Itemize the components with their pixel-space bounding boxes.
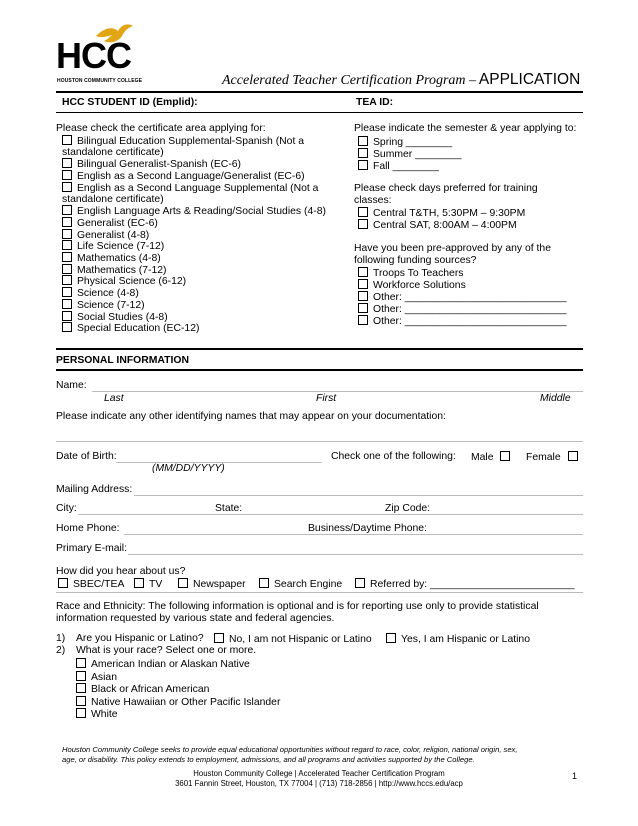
title-rule: [56, 91, 583, 93]
funding-option-label: Troops To Teachers: [373, 268, 464, 279]
semester-option-checkbox[interactable]: [358, 148, 368, 158]
training-prompt-1: Please check days preferred for training: [354, 183, 538, 194]
last-label: Last: [104, 393, 124, 404]
dob-label: Date of Birth:: [56, 451, 117, 462]
q1-yes-label: Yes, I am Hispanic or Latino: [401, 634, 530, 645]
training-option-checkbox[interactable]: [358, 207, 368, 217]
certificate-option-checkbox[interactable]: [62, 252, 72, 262]
hear-option-checkbox[interactable]: [259, 578, 269, 588]
female-label: Female: [526, 452, 561, 463]
training-option: [358, 219, 517, 232]
gender-female: [526, 451, 583, 464]
hear-option: [134, 578, 162, 591]
training-prompt-2: classes:: [354, 195, 392, 206]
hear-option-checkbox[interactable]: [134, 578, 144, 588]
certificate-option-checkbox[interactable]: [62, 311, 72, 321]
zip-label: Zip Code:: [385, 503, 431, 514]
personal-rule-bottom: [56, 369, 583, 371]
race-option: [76, 671, 117, 684]
certificate-option-checkbox[interactable]: [62, 275, 72, 285]
funding-option: [358, 315, 567, 328]
q1-no-checkbox[interactable]: [214, 633, 224, 643]
email-label: Primary E-mail:: [56, 543, 128, 554]
certificate-continuation: standalone certificate): [62, 146, 164, 158]
certificate-option-label: Physical Science (6-12): [77, 276, 187, 288]
female-checkbox[interactable]: [568, 451, 578, 461]
funding-option-checkbox[interactable]: [358, 291, 368, 301]
certificate-option-checkbox[interactable]: [62, 217, 72, 227]
semester-option-label: Spring ________: [373, 137, 453, 148]
city-label: City:: [56, 503, 77, 514]
race-option-checkbox[interactable]: [76, 683, 86, 693]
footer-address-2: 3601 Fannin Street, Houston, TX 77004 | (713) 718-2856 | http://www.hccs.edu/acp: [175, 779, 463, 788]
certificate-option-checkbox[interactable]: [62, 229, 72, 239]
semester-option-checkbox[interactable]: [358, 160, 368, 170]
certificate-option-checkbox[interactable]: [62, 264, 72, 274]
hear-prompt: How did you hear about us?: [56, 566, 186, 577]
middle-label: Middle: [540, 393, 571, 404]
other-names-prompt: Please indicate any other identifying names that may appear on your documentation:: [56, 411, 446, 422]
q1-number: 1): [56, 633, 66, 644]
hear-option-label: TV: [149, 579, 163, 590]
semester-option: [358, 160, 439, 173]
certificate-prompt: Please check the certificate area applying for:: [56, 123, 266, 134]
hear-option-checkbox[interactable]: [178, 578, 188, 588]
certificate-option-checkbox[interactable]: [62, 240, 72, 250]
certificate-option-label: Life Science (7-12): [77, 241, 165, 253]
hear-option: [355, 578, 575, 591]
male-label: Male: [471, 452, 494, 463]
certificate-option-label: English Language Arts & Reading/Social Studies (4-8): [77, 206, 326, 218]
funding-option-label: Other: ____________________________: [373, 304, 567, 315]
race-option-checkbox[interactable]: [76, 671, 86, 681]
race-option-checkbox[interactable]: [76, 658, 86, 668]
funding-prompt-2: following funding sources?: [354, 255, 477, 266]
hear-option-label: SBEC/TEA: [73, 579, 125, 590]
ethnicity-note-2: information requested by various state and federal agencies.: [56, 613, 335, 624]
certificate-option-label: Special Education (EC-12): [77, 323, 200, 335]
funding-option-checkbox[interactable]: [358, 315, 368, 325]
certificate-option-label: Science (7-12): [77, 299, 145, 311]
certificate-continuation: standalone certificate): [62, 193, 164, 205]
footer-address-1: Houston Community College | Accelerated Teacher Certification Program: [193, 769, 445, 778]
training-option-label: Central T&TH, 5:30PM – 9:30PM: [373, 208, 526, 219]
eeo-line-2: age, or disability. This policy extends to employment, admissions, and all programs and activities supported by the College.: [62, 755, 475, 764]
q2-text: What is your race? Select one or more.: [76, 645, 257, 656]
funding-option-checkbox[interactable]: [358, 279, 368, 289]
certificate-option-checkbox[interactable]: [62, 205, 72, 215]
semester-prompt: Please indicate the semester & year applying to:: [354, 123, 577, 134]
certificate-option-checkbox[interactable]: [62, 170, 72, 180]
email-line[interactable]: [128, 554, 583, 555]
hear-option-checkbox[interactable]: [355, 578, 365, 588]
funding-option-checkbox[interactable]: [358, 267, 368, 277]
gender-prompt: Check one of the following:: [331, 451, 456, 462]
gender-male: [471, 451, 515, 464]
race-option-label: Native Hawaiian or Other Pacific Islander: [91, 696, 281, 708]
race-option: [76, 708, 118, 721]
application-label: APPLICATION: [478, 71, 581, 88]
funding-option-checkbox[interactable]: [358, 303, 368, 313]
hear-option-checkbox[interactable]: [58, 578, 68, 588]
certificate-option-label: Mathematics (7-12): [77, 264, 167, 276]
certificate-option-label: Bilingual Generalist-Spanish (EC-6): [77, 159, 242, 171]
personal-rule-top: [56, 348, 583, 350]
race-option-checkbox[interactable]: [76, 696, 86, 706]
race-option-label: Asian: [91, 671, 117, 683]
certificate-option-label: Mathematics (4-8): [77, 253, 161, 264]
page-number: 1: [572, 771, 578, 781]
training-option-checkbox[interactable]: [358, 219, 368, 229]
name-line[interactable]: [92, 391, 583, 392]
dob-format: (MM/DD/YYYY): [152, 463, 225, 474]
semester-option-label: Summer ________: [373, 149, 462, 160]
hear-option: [58, 578, 124, 591]
eeo-line-1: Houston Community College seeks to provide equal educational opportunities without regard to race, color, religion, national origin, sex,: [62, 745, 518, 754]
certificate-option-checkbox[interactable]: [62, 135, 72, 145]
address-line[interactable]: [78, 514, 583, 515]
phone-line[interactable]: [124, 534, 583, 535]
certificate-option-label: English as a Second Language Supplemental (Not a: [77, 182, 319, 194]
race-option-label: White: [91, 709, 118, 721]
training-option-label: Central SAT, 8:00AM – 4:00PM: [373, 220, 517, 231]
logo-text: HCC: [56, 35, 131, 76]
hcc-logo: [56, 22, 142, 92]
certificate-option-label: Generalist (EC-6): [77, 217, 158, 229]
other-names-line[interactable]: [56, 441, 583, 442]
funding-prompt-1: Have you been pre-approved by any of the: [354, 243, 551, 254]
q1-yes-checkbox[interactable]: [386, 633, 396, 643]
race-option: [76, 683, 209, 696]
q1-no-label: No, I am not Hispanic or Latino: [229, 634, 372, 645]
semester-option-checkbox[interactable]: [358, 136, 368, 146]
mailing-line[interactable]: [134, 495, 583, 496]
hear-option: [259, 578, 342, 591]
funding-option-label: Other: ____________________________: [373, 292, 567, 303]
certificate-option-checkbox[interactable]: [62, 158, 72, 168]
ethnicity-note-1: Race and Ethnicity: The following information is optional and is for reporting use only to provide statistical: [56, 601, 539, 612]
mailing-label: Mailing Address:: [56, 484, 133, 495]
hear-option-label: Search Engine: [274, 579, 343, 590]
certificate-option-checkbox[interactable]: [62, 299, 72, 309]
first-label: First: [316, 393, 337, 404]
business-phone-label: Business/Daytime Phone:: [308, 523, 427, 534]
personal-section-title: PERSONAL INFORMATION: [56, 355, 189, 366]
title-bar: [222, 71, 580, 89]
certificate-option-label: Bilingual Education Supplemental-Spanish (Not a: [77, 136, 305, 147]
tea-id-label: TEA ID:: [356, 97, 394, 108]
race-option: [76, 696, 280, 709]
semester-option-label: Fall ________: [373, 161, 439, 172]
hear-option-label: Referred by: _________________________: [370, 579, 575, 590]
home-phone-label: Home Phone:: [56, 523, 120, 534]
certificate-option-checkbox[interactable]: [62, 287, 72, 297]
hear-option: [178, 578, 246, 591]
state-label: State:: [215, 503, 243, 514]
funding-option-label: Other: ____________________________: [373, 316, 567, 327]
logo-subtitle: HOUSTON COMMUNITY COLLEGE: [57, 78, 143, 84]
certificate-option-checkbox[interactable]: [62, 182, 72, 192]
certificate-option-checkbox[interactable]: [62, 322, 72, 332]
q1-text: Are you Hispanic or Latino?: [76, 633, 204, 644]
q1-yes-option: [386, 633, 530, 646]
certificate-option-label: Science (4-8): [77, 288, 139, 300]
certificate-option-label: English as a Second Language/Generalist (EC-6): [77, 171, 305, 183]
certificate-option-label: Generalist (4-8): [77, 229, 150, 241]
race-option-label: Black or African American: [91, 684, 210, 696]
race-option: [76, 658, 250, 671]
student-id-label: HCC STUDENT ID (Emplid):: [62, 97, 198, 108]
hear-option-label: Newspaper: [193, 579, 246, 590]
program-title: Accelerated Teacher Certification Program –: [222, 73, 477, 88]
race-option-checkbox[interactable]: [76, 708, 86, 718]
male-checkbox[interactable]: [500, 451, 510, 461]
id-row-rule: [56, 112, 583, 113]
race-option-label: American Indian or Alaskan Native: [91, 659, 250, 670]
certificate-option-label: Social Studies (4-8): [77, 311, 168, 323]
name-label: Name:: [56, 380, 87, 391]
certificate-option: [62, 322, 199, 335]
hear-rule: [56, 592, 583, 593]
funding-option-label: Workforce Solutions: [373, 280, 466, 291]
q2-number: 2): [56, 645, 66, 656]
